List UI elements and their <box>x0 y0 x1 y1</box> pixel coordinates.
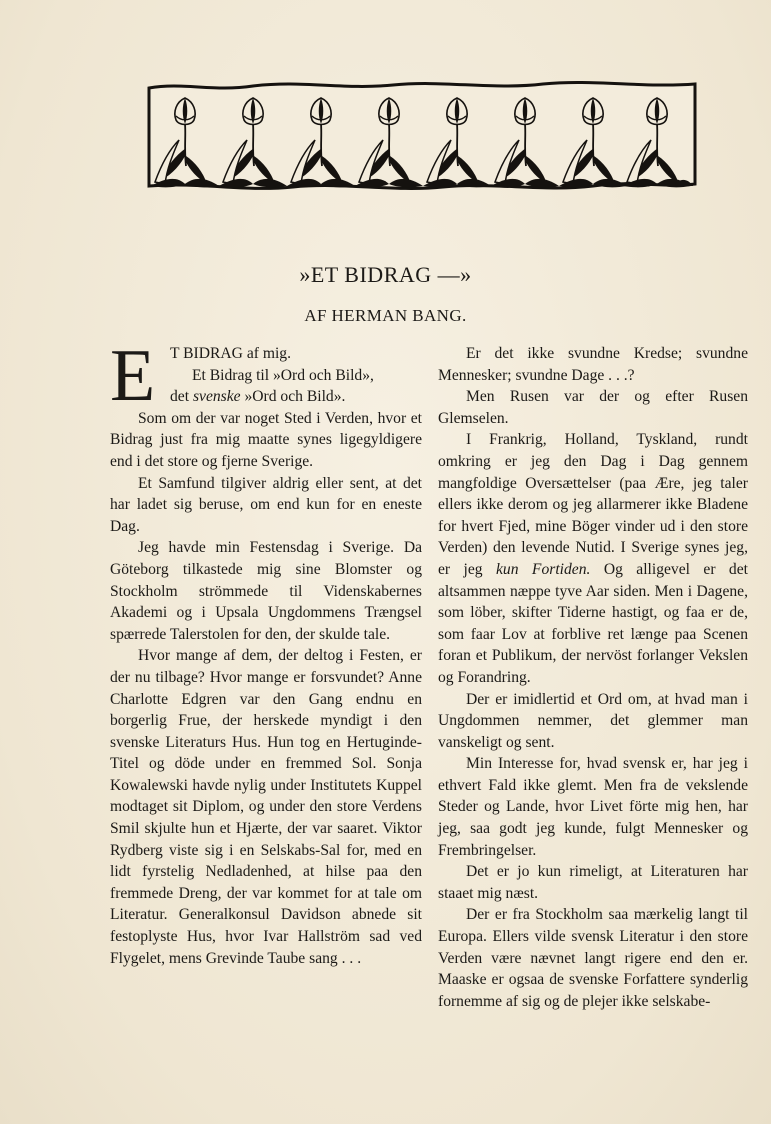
paragraph: Min Interesse for, hvad svensk er, har jeg i ethvert Fald ikke glemt. Men fra de vekslende Steder og Lande, hvor Livet förte mig hen, har jeg, saa godt jeg kunde, fulgt Mennesker og Frembringelser. <box>438 755 748 859</box>
paragraph: Jeg havde min Festensdag i Sverige. Da Göteborg tilkastede mig sine Blomster og Stockholm strömmede til Videnskabernes Akademi og i Upsala Ungdommens Trængsel spærrede Talerstolen for den, der skulde tale. <box>110 539 422 643</box>
article-title: »ET BIDRAG —» <box>299 262 472 287</box>
right-column <box>438 343 748 1012</box>
article-author: AF HERMAN BANG. <box>304 306 467 325</box>
tulip-border-ornament-icon <box>143 76 701 192</box>
paragraph: Som om der var noget Sted i Verden, hvor et Bidrag just fra mig maatte synes ligegyldigere end i det store og fjerne Sverige. <box>110 409 422 470</box>
paragraph: Er det ikke svundne Kredse; svundne Mennesker; svundne Dage . . .? <box>438 345 748 384</box>
paragraph: T BIDRAG af mig. <box>170 345 291 362</box>
paragraph: Et Samfund tilgiver aldrig eller sent, at det har ladet sig beruse, om end kun for en eneste Dag. <box>110 474 422 535</box>
paragraph: I Frankrig, Holland, Tyskland, rundt omkring er jeg den Dag i Dag gennem mangfoldige Oversættelser (paa Ære, jeg taler ellers ikke derom og jeg allarmerer ikke Bladene for hvert Fjed, mine Böger vinder ud i den store Verden) den levende Nutid. I Sverige synes jeg, er jeg kun Fortiden. Og alligevel er det altsammen næppe tyve Aar siden. Men i Dagene, som löber, skifter Tiderne hastigt, og faa er de, som faar Lov at forblive ret længe paa Scenen foran et Publikum, der nervöst forlanger Vekslen og Forandring. <box>438 431 748 686</box>
paragraph: Men Rusen var der og efter Rusen Glemselen. <box>438 388 748 427</box>
drop-cap: E <box>110 335 156 417</box>
paragraph: Der er imidlertid et Ord om, at hvad man i Ungdommen nemmer, det glemmer man vanskeligt og sent. <box>438 690 748 751</box>
paragraph: Det er jo kun rimeligt, at Literaturen har staaet mig næst. <box>438 863 748 902</box>
paragraph: Hvor mange af dem, der deltog i Festen, er der nu tilbage? Hvor mange er forsvundet? Anne Charlotte Edgren var den Gang endnu en borgerlig Frue, der herskede myndigt i den svenske Literaturs Hus. Hun tog en Hertuginde-Titel og döde under en fremmed Sol. Sonja Kowalewski havde nylig under Institutets Kuppel modtaget sit Diplom, og under den store Verdens Smil skjulte hun et Hjærte, der var saaret. Viktor Rydberg viste sig i en Selskabs-Sal for, med en lidt fyrstelig Nedladenhed, at hilse paa den fremmede Dreng, der var kommet for at tale om Literatur. Generalkonsul Davidson abnede sit festoplyste Hus, hvor Ivar Hallström sad ved Flygelet, mens Grevinde Taube sang . . . <box>110 647 422 967</box>
paragraph: det svenske »Ord och Bild». <box>170 388 346 406</box>
left-column <box>110 335 422 969</box>
paragraph: Et Bidrag til »Ord och Bild», <box>192 366 374 384</box>
paragraph: Der er fra Stockholm saa mærkelig langt til Europa. Ellers vilde svensk Literatur i den store Verden være nævnet langt rigere end den er. Maaske er ogsaa de svenske Forfattere synderlig fornemme af sig og de plejer ikke selskabe- <box>438 906 748 1010</box>
